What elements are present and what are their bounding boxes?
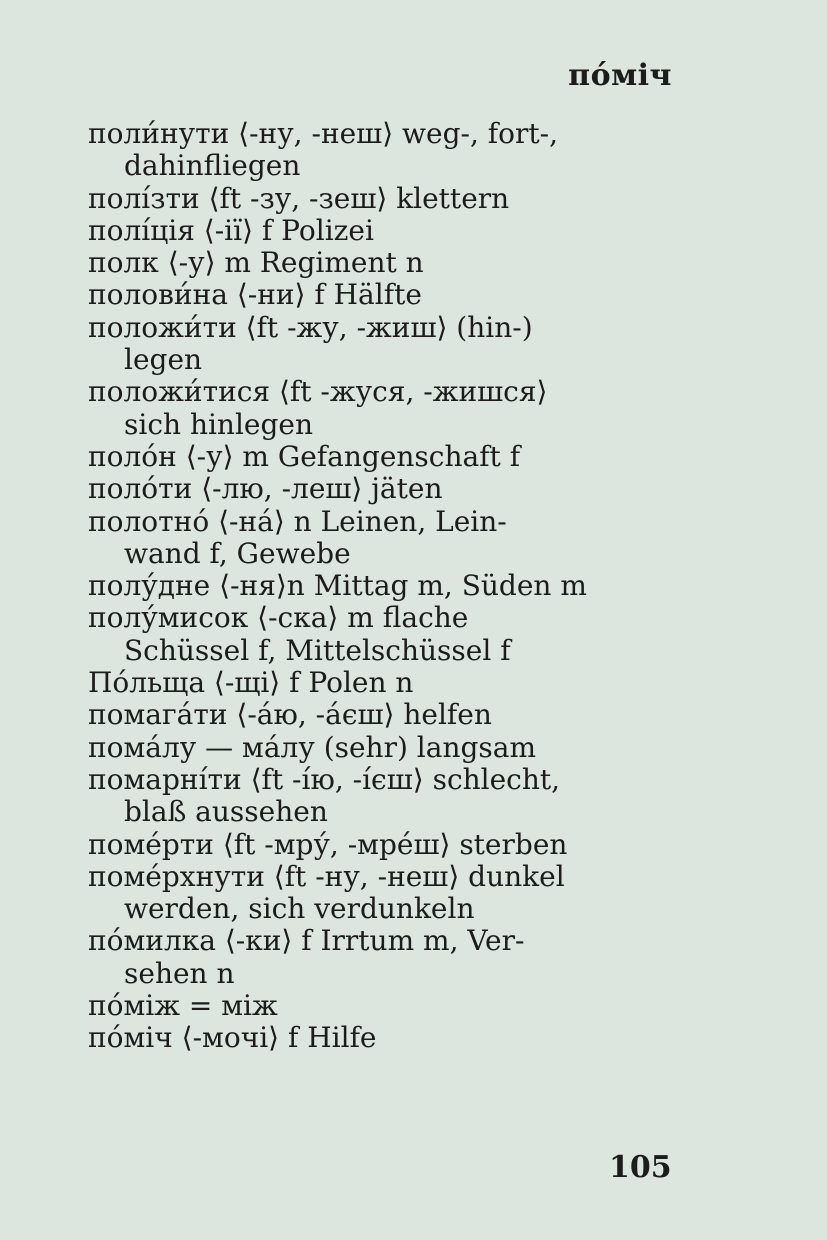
entry-text: полови́на ⟨-ни⟩ f Hälfte — [88, 278, 422, 312]
entry-text: положи́ти ⟨ft -жу, -жиш⟩ (hin-) — [88, 310, 533, 344]
dictionary-entry — [88, 1022, 668, 1054]
entry-text: положи́тися ⟨ft -жуся, -жишся⟩ — [88, 375, 548, 409]
entry-text: помарні́ти ⟨ft -і́ю, -і́єш⟩ schlecht, — [88, 762, 561, 796]
entry-text: поло́н ⟨-у⟩ m Gefangenschaft f — [88, 439, 521, 473]
entry-text: поме́рти ⟨ft -мру́, -мре́ш⟩ sterben — [88, 827, 568, 861]
entry-list — [88, 118, 668, 1055]
entry-text: поме́рхнути ⟨ft -ну, -неш⟩ dunkel — [88, 859, 565, 893]
entry-text: По́льща ⟨-щі⟩ f Polen n — [88, 666, 414, 700]
entry-text: полотно́ ⟨-на́⟩ n Leinen, Lein- — [88, 504, 507, 538]
entry-text: поло́ти ⟨-лю, -леш⟩ jäten — [88, 472, 443, 506]
dictionary-entry — [88, 602, 668, 667]
dictionary-entry — [88, 376, 668, 441]
entry-continuation: dahinfliegen — [124, 149, 301, 183]
entry-text: по́між = між — [88, 989, 278, 1023]
dictionary-entry — [88, 118, 668, 183]
entry-text: поли́нути ⟨-ну, -неш⟩ weg-, fort-, — [88, 117, 558, 150]
entry-continuation: Schüssel f, Mittelschüssel f — [124, 633, 511, 667]
entry-text: по́милка ⟨-ки⟩ f Irrtum m, Ver- — [88, 924, 525, 958]
entry-text: помага́ти ⟨-а́ю, -а́єш⟩ helfen — [88, 698, 492, 732]
entry-text: пома́лу — ма́лу (sehr) langsam — [88, 730, 537, 764]
entry-text: по́міч ⟨-мочі⟩ f Hilfe — [88, 1021, 377, 1055]
dictionary-entry — [88, 732, 668, 764]
dictionary-entry — [88, 699, 668, 731]
dictionary-entry — [88, 925, 668, 990]
entry-continuation: wand f, Gewebe — [124, 536, 351, 570]
dictionary-entry — [88, 764, 668, 829]
entry-continuation: sehen n — [124, 956, 235, 990]
entry-continuation: blaß aussehen — [124, 795, 328, 829]
dictionary-entry — [88, 506, 668, 571]
dictionary-entry — [88, 861, 668, 926]
dictionary-entry — [88, 279, 668, 311]
page-number: 105 — [609, 1150, 672, 1185]
dictionary-entry — [88, 441, 668, 473]
entry-text: полі́зти ⟨ft -зу, -зеш⟩ klettern — [88, 181, 510, 215]
entry-continuation: sich hinlegen — [124, 407, 314, 441]
dictionary-entry — [88, 183, 668, 215]
dictionary-entry — [88, 247, 668, 279]
dictionary-entry — [88, 473, 668, 505]
dictionary-entry — [88, 829, 668, 861]
dictionary-entry — [88, 990, 668, 1022]
entry-text: полк ⟨-у⟩ m Regiment n — [88, 246, 424, 280]
entry-text: полу́мисок ⟨-ска⟩ m flache — [88, 601, 469, 635]
dictionary-entry — [88, 215, 668, 247]
entry-continuation: werden, sich verdunkeln — [124, 892, 475, 926]
running-head: по́міч — [568, 58, 672, 93]
dictionary-entry — [88, 312, 668, 377]
entry-continuation: legen — [124, 343, 203, 377]
entry-text: полу́дне ⟨-ня⟩n Mittag m, Süden m — [88, 569, 587, 603]
dictionary-entry — [88, 570, 668, 602]
dictionary-entry — [88, 667, 668, 699]
entry-text: полі́ція ⟨-ії⟩ f Polizei — [88, 213, 374, 247]
